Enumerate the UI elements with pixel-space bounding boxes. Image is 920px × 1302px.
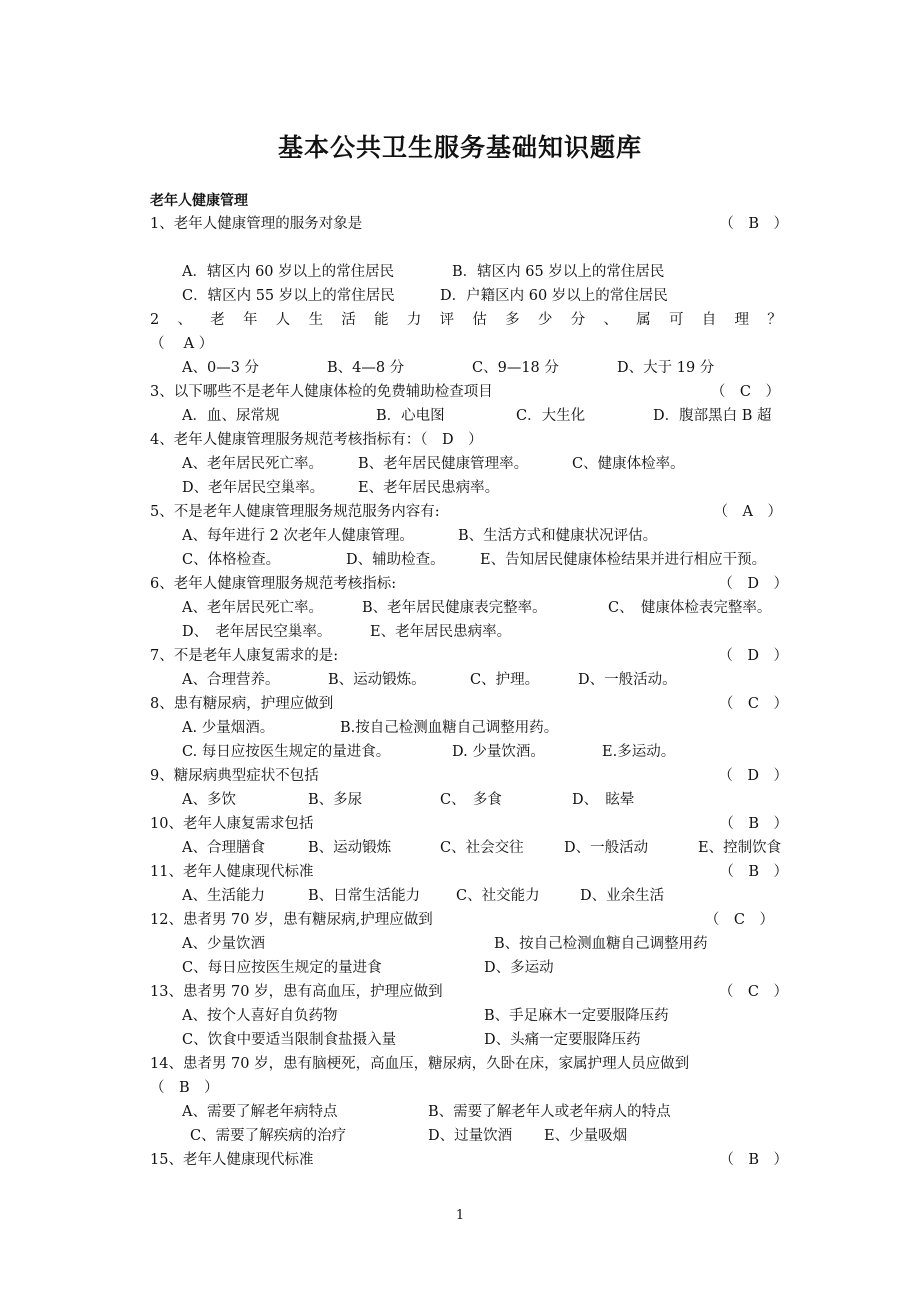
question-char: 分 [570,312,586,328]
option: E、告知居民健康体检结果并进行相应干预。 [480,552,767,568]
options-row [150,884,790,908]
answer-mark: （ D ） [718,768,788,784]
question-text: 7、不是老年人康复需求的是: [150,648,339,664]
option: B、需要了解老年人或老年病人的特点 [428,1104,671,1120]
answer-mark: （ B ） [719,864,788,880]
question-text: 9、糖尿病典型症状不包括 [150,768,319,784]
option: B、老年居民健康管理率。 [358,456,529,472]
question-11 [150,860,790,884]
question-text: 12、患者男 70 岁，患有糖尿病,护理应做到 [150,912,433,928]
question-char: 可 [668,312,684,328]
answer-mark: （ B ） [150,1080,219,1096]
option: D、 老年居民空巢率。 [182,624,332,640]
answer-mark: （ C ） [704,912,774,928]
option: A、多饮 [182,792,236,808]
question-char: ？ [767,312,782,328]
option: B、日常生活能力 [308,888,421,904]
option: D、过量饮酒 [428,1128,513,1144]
question-text: 3、以下哪些不是老年人健康体检的免费辅助检查项目 [150,384,493,400]
option: A、按个人喜好自负药物 [182,1008,338,1024]
option: A、合理膳食 [182,840,265,856]
option: C．辖区内 55 岁以上的常住居民 [182,288,395,304]
question-text: 6、老年人健康管理服务规范考核指标: [150,576,397,592]
options-row [150,1028,790,1052]
question-5 [150,500,790,524]
option: C、 多食 [440,792,502,808]
option: D、头痛一定要服降压药 [484,1032,641,1048]
question-char: 人 [275,312,291,328]
options-row [150,452,790,476]
options-row [150,620,790,644]
question-char: 自 [701,312,717,328]
answer-mark: （ C ） [718,984,788,1000]
question-char: 年 [243,312,258,328]
option: A．辖区内 60 岁以上的常住居民 [182,264,395,280]
question-1 [150,212,790,236]
option: C、9—18 分 [472,360,559,376]
option: A、需要了解老年病特点 [182,1104,338,1120]
page-number: 1 [455,1208,465,1223]
question-9 [150,764,790,788]
option: B．心电图 [376,408,445,424]
option: C、护理。 [470,672,540,688]
option: E、老年居民患病率。 [358,480,500,496]
options-row [150,596,790,620]
option: B、按自己检测血糖自己调整用药 [494,936,708,952]
option: C、社会交往 [440,840,524,856]
question-8 [150,692,790,716]
option: C、饮食中要适当限制食盐摄入量 [182,1032,397,1048]
option: A、0—3 分 [182,360,260,376]
option: E、老年居民患病率。 [370,624,512,640]
option: C、体格检查。 [182,552,281,568]
answer-mark: （ D ） [718,576,788,592]
answer-mark: （ C ） [710,384,780,400]
question-10 [150,812,790,836]
answer-mark: （ B ） [719,216,788,232]
options-row [150,260,790,284]
option: A、每年进行 2 次老年人健康管理。 [182,528,414,544]
options-row [150,284,790,308]
question-char: 生 [308,312,324,328]
option: B、运动锻炼 [308,840,392,856]
question-text: 1、老年人健康管理的服务对象是 [150,216,363,232]
options-row [150,476,790,500]
option: B、4—8 分 [327,360,405,376]
question-char: 老 [210,312,225,328]
question-4 [150,428,790,452]
options-row [150,932,790,956]
option: D、多运动 [484,960,554,976]
option: E.多运动。 [602,744,676,760]
option: E、少量吸烟 [544,1128,628,1144]
options-row [150,740,790,764]
option: D. 少量饮酒。 [452,744,545,760]
option: D、业余生活 [580,888,665,904]
question-char: 多 [505,312,520,328]
question-text: 14、患者男 70 岁，患有脑梗死，高血压，糖尿病，久卧在床，家属护理人员应做到 [150,1056,690,1072]
option: B、运动锻炼。 [328,672,426,688]
answer-mark: （ A ） [150,336,214,352]
question-char: 、 [603,312,618,328]
option: E、控制饮食 [698,840,782,856]
option: D、 眩晕 [572,792,635,808]
options-row [150,356,790,380]
option: A. 少量烟酒。 [182,720,275,736]
option: B.按自己检测血糖自己调整用药。 [340,720,559,736]
options-row [150,1100,790,1124]
options-row [150,956,790,980]
answer-mark: （ D ） [718,648,788,664]
question-char: 、 [177,312,192,328]
question-char: 评 [439,312,455,328]
option: C、每日应按医生规定的量进食 [182,960,382,976]
options-row [150,1124,790,1148]
option: A．血、尿常规 [182,408,280,424]
options-row [150,1004,790,1028]
question-text: 13、患者男 70 岁，患有高血压，护理应做到 [150,984,443,1000]
option: B、手足麻木一定要服降压药 [484,1008,669,1024]
document-title: 基本公共卫生服务基础知识题库 [277,133,642,162]
options-row [150,668,790,692]
option: B、老年居民健康表完整率。 [362,600,547,616]
option: B．辖区内 65 岁以上的常住居民 [452,264,665,280]
option: D、一般活动 [564,840,649,856]
option: A、合理营养。 [182,672,280,688]
question-char: 估 [472,312,487,328]
answer-mark: （ B ） [719,1152,788,1168]
question-13 [150,980,790,1004]
question-char: 属 [636,312,651,328]
option: A、老年居民死亡率。 [182,600,323,616]
question-text: 5、不是老年人健康管理服务规范服务内容有: [150,504,440,520]
question-text: 4、老年人健康管理服务规范考核指标有：（ D ） [150,432,483,448]
question-14 [150,1052,790,1076]
options-row [150,836,790,860]
question-char: 活 [341,312,356,328]
question-15 [150,1148,790,1172]
option: C. 每日应按医生规定的量进食。 [182,744,391,760]
option: C、 健康体检表完整率。 [608,600,772,616]
question-char: 力 [406,312,422,328]
options-row [150,524,790,548]
option: B、多尿 [308,792,363,808]
option: B、生活方式和健康状况评估。 [458,528,658,544]
answer-mark: （ A ） [713,504,782,520]
question-char: 理 [734,312,750,328]
question-6 [150,572,790,596]
question-3 [150,380,790,404]
option: A、老年居民死亡率。 [182,456,323,472]
question-7 [150,644,790,668]
option: C、健康体检率。 [572,456,685,472]
question-char: 少 [537,312,553,328]
options-row [150,548,790,572]
option: C、社交能力 [456,888,540,904]
question-text: 10、老年人康复需求包括 [150,816,314,832]
option: D、大于 19 分 [617,360,715,376]
options-row [150,788,790,812]
question-char: 能 [374,312,389,328]
option: D、辅助检查。 [346,552,445,568]
option: D．腹部黑白 B 超 [653,408,772,424]
option: C．大生化 [516,408,586,424]
section-heading: 老年人健康管理 [150,193,248,209]
options-row [150,716,790,740]
question-text: 8、患有糖尿病，护理应做到 [150,696,334,712]
question-list [150,212,790,1172]
answer-mark: （ B ） [719,816,788,832]
option: A、生活能力 [182,888,265,904]
answer-mark: （ C ） [718,696,788,712]
option: D．户籍区内 60 岁以上的常住居民 [440,288,668,304]
option: D、老年居民空巢率。 [182,480,325,496]
question-12 [150,908,790,932]
question-2 [150,308,782,332]
question-text: 11、老年人健康现代标准 [150,864,314,880]
options-row [150,404,790,428]
option: D、一般活动。 [578,672,677,688]
question-text: 15、老年人健康现代标准 [150,1152,314,1168]
option: A、少量饮酒 [182,936,265,952]
question-char: 2 [150,312,160,328]
option: C、需要了解疾病的治疗 [190,1128,347,1144]
